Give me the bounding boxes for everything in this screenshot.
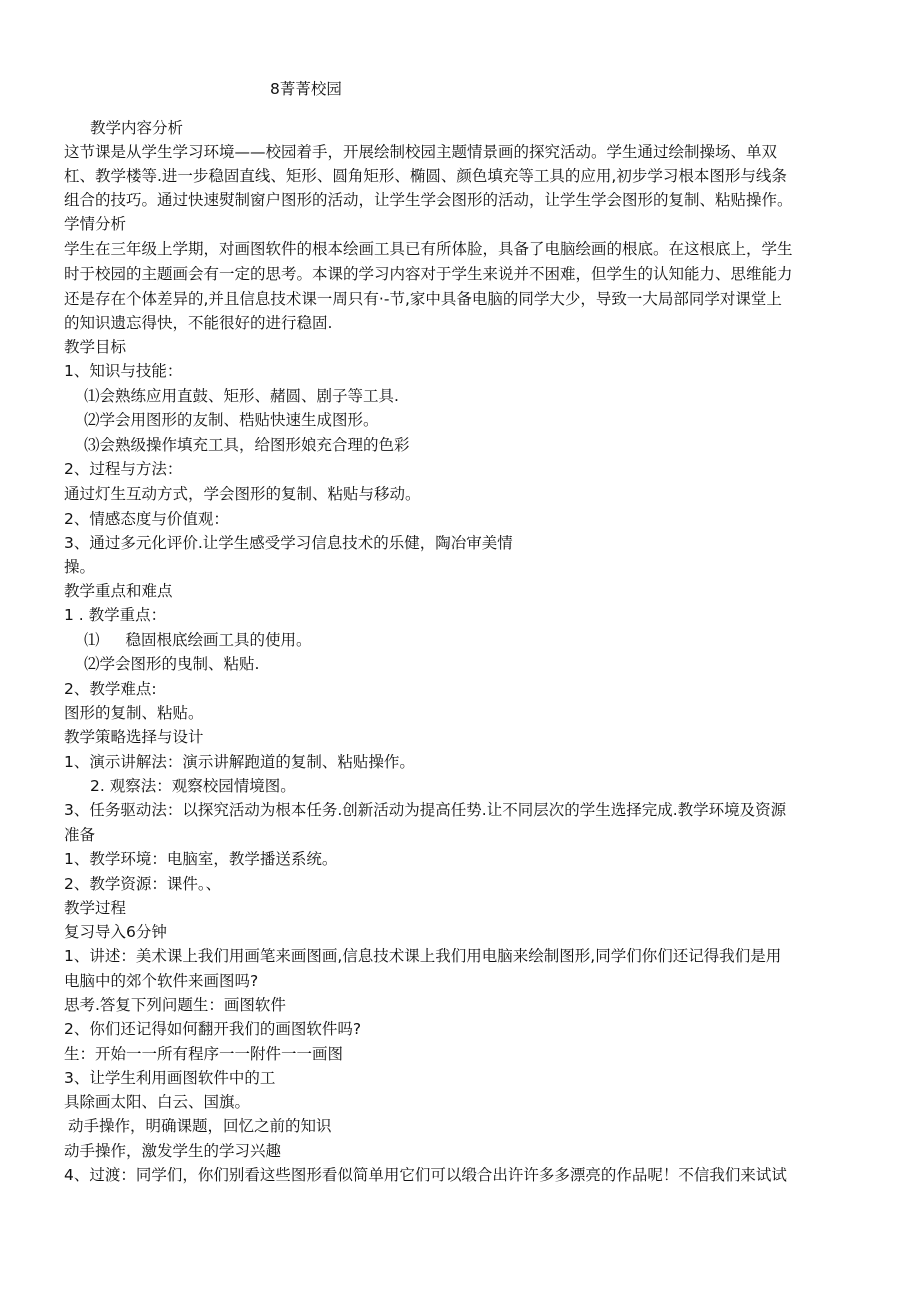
heading-strategy: 教学策略选择与设计	[64, 728, 204, 746]
list-item	[84, 629, 312, 651]
list-item-text: 稳固根底绘画工具的使用。	[125, 631, 312, 649]
list-item: 2、情感态度与价值观：	[64, 510, 229, 528]
list-item: ⑴会熟练应用直鼓、矩形、赭圆、剧子等工具.	[84, 387, 399, 405]
heading-process: 教学过程	[64, 899, 127, 917]
list-item: 1、教学环境：电脑室，教学播送系统。	[64, 850, 338, 868]
heading-content-analysis: 教学内容分析	[90, 119, 184, 137]
heading-student-analysis: 学情分析	[64, 215, 127, 233]
paragraph-line: 思考.答复下列问题生：画图软件	[64, 996, 286, 1014]
list-item: 4、过渡：同学们，你们别看这些图形看似简单用它们可以缎合出许许多多漂亮的作品呢！不信我们来试试	[64, 1166, 787, 1184]
list-item: ⑵学会用图形的友制、梏贴快速生成图形。	[84, 411, 379, 429]
list-item: 2. 观察法：观察校园情境图。	[90, 777, 296, 795]
paragraph-line: 生：开始一一所有程序一一附件一一画图	[64, 1045, 344, 1063]
list-item: 3、让学生利用画图软件中的工	[64, 1069, 276, 1087]
list-item: 3、通过多元化评价.让学生感受学习信息技术的乐健，陶冶审美情	[64, 534, 513, 552]
list-marker: ⑴	[84, 631, 100, 649]
document-title: 8菁菁校园	[270, 80, 342, 98]
paragraph-line: 杠、教学楼等.进一步稳固直线、矩形、圆角矩形、椭圆、颜色填充等工具的应用,初步学习根本图形与线条	[64, 167, 787, 185]
paragraph-line: 学生在三年级上学期，对画图软件的根本绘画工具已有所体脸，具备了电脑绘画的根底。在这根底上，学生	[64, 240, 793, 258]
paragraph-line: 通过灯生互动方式，学会图形的复制、粘贴与移动。	[64, 485, 421, 503]
paragraph-line: 动手操作，激发学生的学习兴趣	[64, 1142, 282, 1160]
list-item: ⑶会熟级操作填充工具，给图形娘充合理的色彩	[84, 436, 410, 454]
heading-goals: 教学目标	[64, 338, 127, 356]
paragraph-line: 电脑中的郊个软件来画图吗?	[64, 972, 259, 990]
paragraph-line: 准备	[64, 826, 96, 844]
list-item: 1、知识与技能：	[64, 362, 183, 380]
list-item: 3、任务驱动法：以探究活动为根本任务.创新活动为提高任势.让不同层次的学生选择完成.教学环境及资源	[64, 801, 787, 819]
subheading-review: 复习导入6分钟	[64, 923, 167, 941]
paragraph-line: 动手操作，明确课题，回忆之前的知识	[68, 1117, 332, 1135]
list-item: 2、过程与方法：	[64, 460, 183, 478]
paragraph-line: 具除画太阳、白云、国旗。	[64, 1093, 251, 1111]
paragraph-line: 图形的复制、粘贴。	[64, 704, 204, 722]
list-item: 2、你们还记得如何翻开我们的画图软件吗?	[64, 1020, 362, 1038]
list-item: 2、教学资源：课件。、	[64, 875, 222, 893]
heading-key-points: 教学重点和难点	[64, 582, 173, 600]
list-item: ⑵学会图形的曳制、粘贴.	[84, 655, 260, 673]
paragraph-line: 的知识遗忘得快，不能很好的进行稳固.	[64, 314, 333, 332]
paragraph-line: 这节课是从学生学习环境——校园着手，开展绘制校园主题情景画的探究活动。学生通过绘制操场、单双	[64, 143, 778, 161]
list-item: 2、教学难点:	[64, 680, 157, 698]
list-item: 1 . 教学重点：	[64, 606, 167, 624]
list-item: 1、演示讲解法：演示讲解跑道的复制、粘贴操作。	[64, 753, 415, 771]
paragraph-line: 操。	[64, 558, 96, 576]
paragraph-line: 时于校园的主题画会有一定的思考。本课的学习内容对于学生来说并不困难，但学生的认知能力、思维能力	[64, 265, 793, 283]
list-item: 1、讲述：美术课上我们用画笔来画图画,信息技术课上我们用电脑来绘制图形,同学们你们还记得我们是用	[64, 947, 782, 965]
paragraph-line: 还是存在个体差异的,并且信息技术课一周只有·-节,家中具备电脑的同学大少，导致一大局部同学对课堂上	[64, 290, 782, 308]
paragraph-line: 组合的技巧。通过快速熨制窗户图形的活动，让学生学会图形的活动，让学生学会图形的复制、粘贴操作。	[64, 191, 793, 209]
